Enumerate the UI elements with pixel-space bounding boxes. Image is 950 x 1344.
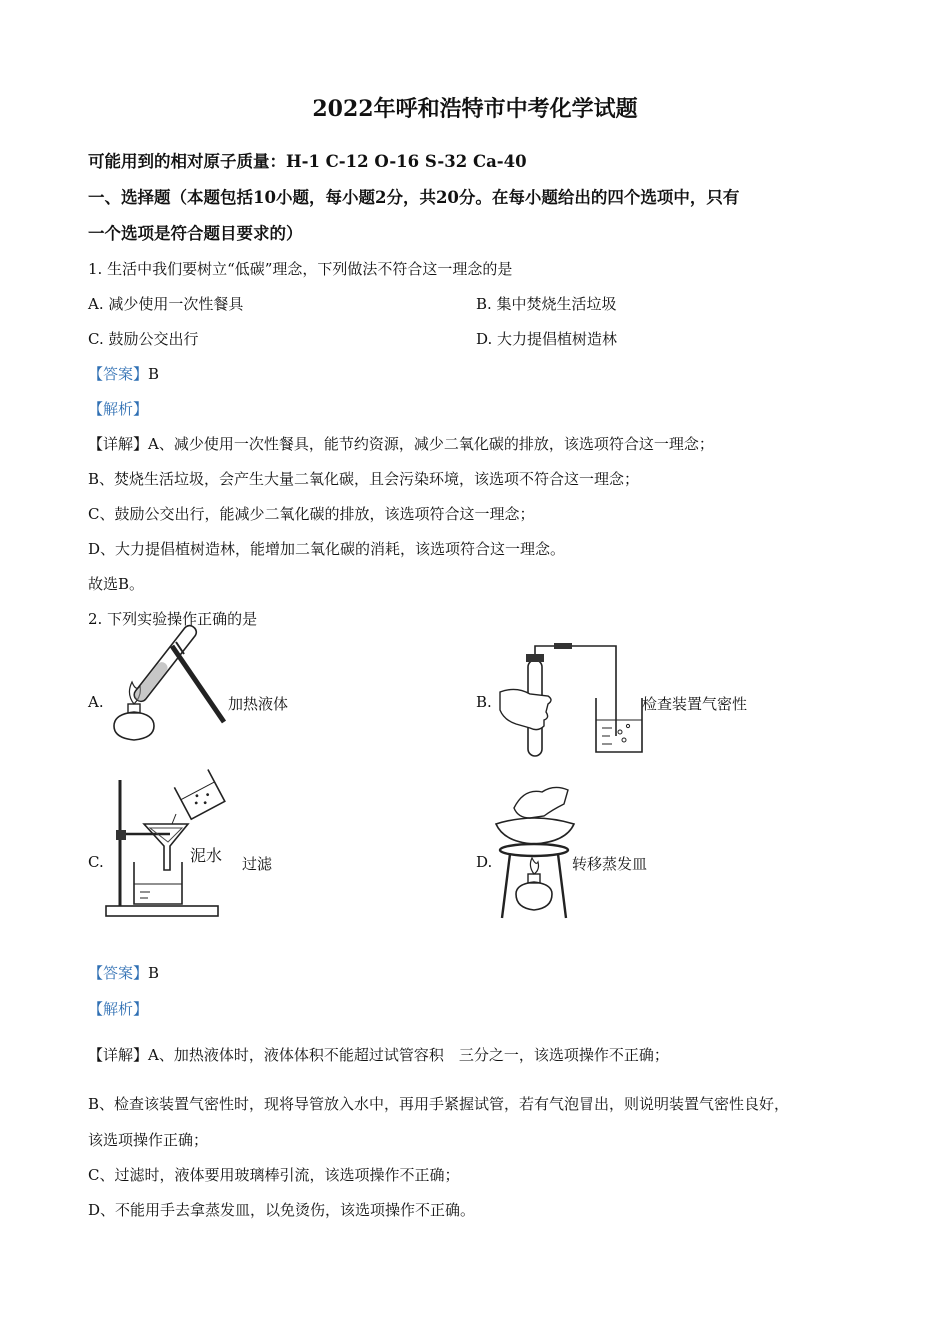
q1-option-d: D. 大力提倡植树造林 [476, 330, 618, 348]
q2-detail-b-line1: B、检查该装置气密性时，现将导管放入水中，再用手紧握试管，若有气泡冒出，则说明装置气密性良好， [88, 1095, 790, 1113]
q1-detail-c: C、鼓励公交出行，能减少二氧化碳的排放，该选项符合这一理念； [88, 505, 535, 523]
q2-option-b-letter: B. [476, 693, 492, 711]
answer-value: B [148, 365, 160, 383]
q1-option-c: C. 鼓励公交出行 [88, 330, 199, 348]
evaporating-dish-illustration [494, 782, 576, 922]
q2-option-d-letter: D. [476, 853, 493, 871]
detail-tag: 【详解】 [88, 435, 149, 453]
atomic-masses: 可能用到的相对原子质量：H-1 C-12 O-16 S-32 Ca-40 [88, 152, 527, 171]
q1-conclusion: 故选B。 [88, 575, 145, 593]
q2-detail-c: C、过滤时，液体要用玻璃棒引流，该选项操作不正确； [88, 1166, 460, 1184]
q2-option-c-letter: C. [88, 853, 104, 871]
q1-detail-b: B、焚烧生活垃圾，会产生大量二氧化碳，且会污染环境，该选项不符合这一理念； [88, 470, 640, 488]
airtightness-check-illustration [496, 640, 644, 758]
detail-tag: 【详解】 [88, 1046, 149, 1064]
q2-option-a-letter: A. [88, 693, 104, 711]
q2-detail-d: D、不能用手去拿蒸发皿，以免烫伤，该选项操作不正确。 [88, 1201, 476, 1219]
q1-stem: 1. 生活中我们要树立“低碳”理念，下列做法不符合这一理念的是 [88, 260, 513, 278]
q1-answer [88, 363, 159, 384]
detail-text: A、减少使用一次性餐具，能节约资源，减少二氧化碳的排放，该选项符合这一理念； [148, 435, 714, 453]
q2-option-c-caption: 过滤 [242, 855, 273, 873]
q2-option-d-caption: 转移蒸发皿 [572, 855, 648, 873]
q2-option-a-caption: 加热液体 [228, 695, 289, 713]
answer-tag: 【答案】 [88, 365, 149, 383]
q2-detail-b-line2: 该选项操作正确； [88, 1131, 209, 1149]
q1-option-b: B. 集中焚烧生活垃圾 [476, 295, 617, 313]
q1-detail-a [88, 433, 714, 454]
q2-option-b-caption: 检查装置气密性 [642, 695, 748, 713]
q2-answer [88, 962, 159, 983]
q1-detail-d: D、大力提倡植树造林，能增加二氧化碳的消耗，该选项符合这一理念。 [88, 540, 566, 558]
q1-option-a: A. 减少使用一次性餐具 [88, 295, 244, 313]
section-heading-line2: 一个选项是符合题目要求的） [88, 224, 303, 243]
section-heading-line1: 一、选择题（本题包括10小题，每小题2分，共20分。在每小题给出的四个选项中，只有 [88, 188, 740, 207]
page-title: 2022年呼和浩特市中考化学试题 [312, 96, 638, 122]
q2-analysis-tag: 【解析】 [88, 1000, 149, 1018]
q1-analysis-tag: 【解析】 [88, 400, 149, 418]
muddy-water-label: 泥水 [190, 846, 223, 865]
detail-text: A、加热液体时，液体体积不能超过试管容积 三分之一，该选项操作不正确； [148, 1046, 669, 1064]
q2-stem: 2. 下列实验操作正确的是 [88, 610, 258, 628]
heating-liquid-illustration [108, 640, 228, 752]
answer-value: B [148, 964, 160, 982]
answer-tag: 【答案】 [88, 964, 149, 982]
q2-detail-a [88, 1044, 669, 1065]
